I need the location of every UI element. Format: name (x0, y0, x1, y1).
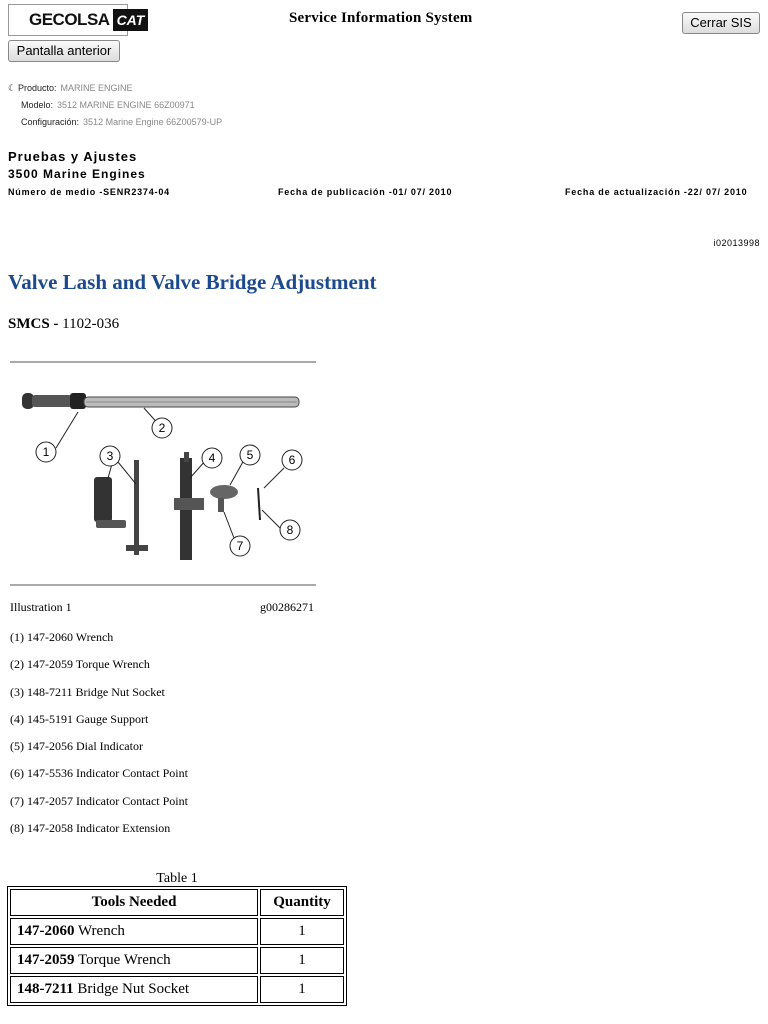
model-label: Modelo: (21, 100, 54, 110)
engine-family: 3500 Marine Engines (8, 167, 146, 181)
part-number: 147-2060 (17, 923, 75, 939)
product-row (8, 83, 133, 94)
callout-8: 8 (286, 523, 294, 537)
header-tools-needed: Tools Needed (10, 889, 258, 916)
model-value: 3512 MARINE ENGINE 66Z00971 (57, 100, 195, 110)
product-value: MARINE ENGINE (60, 83, 133, 93)
quantity-cell: 1 (260, 918, 344, 945)
part-number: 148-7211 (17, 981, 74, 997)
sis-title: Service Information System (289, 10, 473, 26)
tool-cell (10, 976, 258, 1003)
media-number: Número de medio -SENR2374-04 (8, 187, 170, 197)
product-label: Producto: (18, 83, 57, 93)
illustration-caption: Illustration 1 (10, 600, 72, 614)
list-item: (1) 147-2060 Wrench (10, 630, 114, 644)
callout-3: 3 (106, 449, 114, 463)
part-name: Wrench (77, 923, 125, 939)
callout-6: 6 (288, 453, 296, 467)
update-date: Fecha de actualización -22/ 07/ 2010 (565, 187, 748, 197)
table-caption: Table 1 (156, 871, 198, 886)
tools-table (7, 886, 347, 1006)
list-item: (5) 147-2056 Dial Indicator (10, 739, 143, 754)
table-header-row (10, 889, 344, 916)
gecolsa-cat-logo (8, 4, 145, 36)
table-row (10, 976, 344, 1003)
list-item: (2) 147-2059 Torque Wrench (10, 657, 150, 672)
tool-cell (10, 947, 258, 974)
table-row (10, 918, 344, 945)
list-item: (4) 145-5191 Gauge Support (10, 711, 149, 726)
smcs-code (8, 316, 119, 333)
section-title: Pruebas y Ajustes (8, 149, 138, 164)
list-item: (7) 147-2057 Indicator Contact Point (10, 793, 188, 808)
gauge-support-drawing (174, 452, 204, 560)
callout-1: 1 (42, 445, 50, 459)
document-id: i02013998 (713, 238, 760, 248)
callout-labels (36, 418, 302, 556)
model-row (21, 100, 195, 110)
bridge-nut-socket-drawing (94, 460, 148, 555)
logo-text: GECOLSA (29, 10, 110, 29)
smcs-value: 1102-036 (62, 316, 120, 332)
illustration-id: g00286271 (260, 600, 314, 614)
quantity-cell: 1 (260, 976, 344, 1003)
publication-date: Fecha de publicación -01/ 07/ 2010 (278, 187, 453, 197)
part-number: 147-2059 (17, 952, 75, 968)
close-sis-button[interactable]: Cerrar SIS (682, 12, 760, 34)
indicator-extension-drawing (258, 488, 260, 520)
list-item: (8) 147-2058 Indicator Extension (10, 821, 171, 836)
previous-screen-button[interactable]: Pantalla anterior (8, 40, 120, 62)
parts-list (10, 630, 188, 848)
part-name: Bridge Nut Socket (77, 981, 190, 997)
list-item: (3) 148-7211 Bridge Nut Socket (10, 684, 165, 699)
page-title: Valve Lash and Valve Bridge Adjustment (8, 270, 377, 294)
product-icon: ☾ (8, 83, 17, 93)
cat-logo-mark: CAT (113, 9, 149, 31)
tools-illustration (8, 360, 318, 588)
callout-4: 4 (208, 451, 216, 465)
list-item: (6) 147-5536 Indicator Contact Point (10, 766, 188, 781)
illustration-bottom-rule (10, 584, 316, 586)
tool-cell (10, 918, 258, 945)
configuration-row (21, 117, 222, 127)
table-row (10, 947, 344, 974)
dial-indicator-drawing (210, 485, 238, 512)
part-name: Torque Wrench (77, 952, 171, 968)
header-quantity: Quantity (260, 889, 344, 916)
configuration-label: Configuración: (21, 117, 80, 127)
torque-wrench-drawing (22, 393, 299, 409)
quantity-cell: 1 (260, 947, 344, 974)
callout-7: 7 (236, 539, 244, 553)
callout-2: 2 (158, 421, 166, 435)
callout-5: 5 (246, 448, 254, 462)
configuration-value: 3512 Marine Engine 66Z00579-UP (83, 117, 223, 127)
smcs-label: SMCS - (8, 316, 59, 332)
